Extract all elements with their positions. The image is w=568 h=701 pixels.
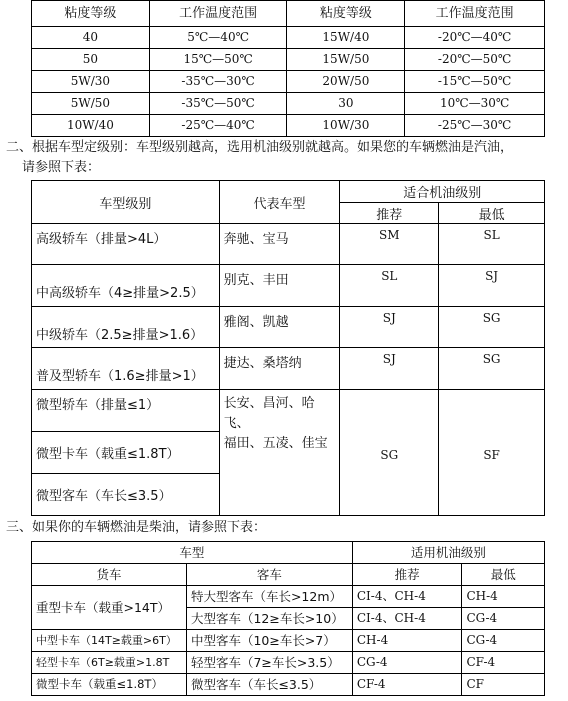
- header-vehicle-class: 车型级别: [32, 181, 220, 224]
- table-row: [32, 586, 545, 608]
- header-minimum: 最低: [439, 203, 545, 224]
- temp-range: -20℃—50℃: [405, 49, 545, 71]
- minimum-grade: SF: [439, 390, 545, 516]
- minimum-grade: SJ: [439, 265, 545, 307]
- truck-type: 重型卡车（载重>14T）: [32, 586, 187, 630]
- recommended-grade: SJ: [340, 307, 439, 348]
- minimum-grade: CH-4: [462, 586, 545, 608]
- viscosity-grade: 5W/50: [32, 93, 150, 115]
- recommended-grade: CH-4: [352, 630, 462, 652]
- table-header-row: [32, 1, 545, 27]
- viscosity-grade: 30: [287, 93, 405, 115]
- viscosity-grade: 5W/30: [32, 71, 150, 93]
- bus-type: 微型客车（车长≤3.5）: [186, 674, 352, 696]
- representative-models: 别克、丰田: [219, 265, 340, 307]
- header-temp-range: 工作温度范围: [405, 1, 545, 27]
- models-line: 长安、昌河、哈飞、: [223, 396, 315, 431]
- models-line: 福田、五凌、佳宝: [223, 436, 328, 451]
- viscosity-grade: 20W/50: [287, 71, 405, 93]
- vehicle-class: 高级轿车（排量>4L）: [32, 224, 220, 265]
- temp-range: 5℃—40℃: [149, 27, 287, 49]
- minimum-grade: SG: [439, 307, 545, 348]
- minimum-grade: CG-4: [462, 608, 545, 630]
- representative-models: 捷达、桑塔纳: [219, 348, 340, 390]
- truck-type: 轻型卡车（6T≥载重>1.8T: [32, 652, 187, 674]
- header-representative-models: 代表车型: [219, 181, 340, 224]
- temp-range: -20℃—40℃: [405, 27, 545, 49]
- temp-range: -15℃—50℃: [405, 71, 545, 93]
- section3-heading: 三、如果你的车辆燃油是柴油，请参照下表：: [6, 520, 267, 535]
- diesel-oil-table: [31, 541, 545, 696]
- representative-models: 奔驰、宝马: [219, 224, 340, 265]
- section2-heading: 二、根据车型定级别：车型级别越高，选用机油级别就越高。如果您的车辆燃油是汽油，: [6, 140, 514, 155]
- representative-models: [219, 390, 340, 516]
- viscosity-table: [31, 0, 545, 137]
- table-row: [32, 348, 545, 390]
- header-viscosity-grade: 粘度等级: [287, 1, 405, 27]
- header-oil-grade: 适用机油级别: [352, 542, 544, 564]
- minimum-grade: CG-4: [462, 630, 545, 652]
- temp-range: 15℃—50℃: [149, 49, 287, 71]
- table-row: [32, 265, 545, 307]
- table-row: [32, 307, 545, 348]
- table-row: [32, 49, 545, 71]
- section2-subheading: 请参照下表：: [22, 160, 101, 175]
- header-minimum: 最低: [462, 564, 545, 586]
- truck-type: 中型卡车（14T≥载重>6T）: [32, 630, 187, 652]
- viscosity-grade: 10W/40: [32, 115, 150, 137]
- recommended-grade: SL: [340, 265, 439, 307]
- viscosity-grade: 15W/50: [287, 49, 405, 71]
- table-row: [32, 652, 545, 674]
- vehicle-class: 微型轿车（排量≤1）: [32, 390, 220, 432]
- table-row: [32, 71, 545, 93]
- minimum-grade: SL: [439, 224, 545, 265]
- recommended-grade: SG: [340, 390, 439, 516]
- header-temp-range: 工作温度范围: [149, 1, 287, 27]
- truck-type: 微型卡车（载重≤1.8T）: [32, 674, 187, 696]
- bus-type: 特大型客车（车长>12m）: [186, 586, 352, 608]
- recommended-grade: CI-4、CH-4: [352, 586, 462, 608]
- temp-range: -25℃—30℃: [405, 115, 545, 137]
- table-row: [32, 224, 545, 265]
- temp-range: -35℃—30℃: [149, 71, 287, 93]
- minimum-grade: CF-4: [462, 652, 545, 674]
- gasoline-oil-table: [31, 180, 545, 516]
- bus-type: 轻型客车（7≥车长>3.5）: [186, 652, 352, 674]
- header-recommended: 推荐: [352, 564, 462, 586]
- header-viscosity-grade: 粘度等级: [32, 1, 150, 27]
- header-truck: 货车: [32, 564, 187, 586]
- minimum-grade: CF: [462, 674, 545, 696]
- table-row: [32, 390, 545, 432]
- bus-type: 中型客车（10≥车长>7）: [186, 630, 352, 652]
- vehicle-class: 中高级轿车（4≥排量>2.5）: [32, 265, 220, 307]
- recommended-grade: SM: [340, 224, 439, 265]
- vehicle-class: 中级轿车（2.5≥排量>1.6）: [32, 307, 220, 348]
- temp-range: -35℃—50℃: [149, 93, 287, 115]
- viscosity-grade: 40: [32, 27, 150, 49]
- header-recommended: 推荐: [340, 203, 439, 224]
- bus-type: 大型客车（12≥车长>10）: [186, 608, 352, 630]
- header-vehicle-type: 车型: [32, 542, 353, 564]
- header-bus: 客车: [186, 564, 352, 586]
- table-row: [32, 630, 545, 652]
- recommended-grade: CF-4: [352, 674, 462, 696]
- table-header-row: [32, 181, 545, 203]
- header-oil-grade: 适合机油级别: [340, 181, 545, 203]
- temp-range: 10℃—30℃: [405, 93, 545, 115]
- vehicle-class: 微型客车（车长≤3.5）: [32, 474, 220, 516]
- temp-range: -25℃—40℃: [149, 115, 287, 137]
- table-row: [32, 674, 545, 696]
- table-header-row: [32, 564, 545, 586]
- minimum-grade: SG: [439, 348, 545, 390]
- recommended-grade: CI-4、CH-4: [352, 608, 462, 630]
- table-row: [32, 115, 545, 137]
- table-row: [32, 27, 545, 49]
- viscosity-grade: 10W/30: [287, 115, 405, 137]
- viscosity-grade: 15W/40: [287, 27, 405, 49]
- vehicle-class: 微型卡车（载重≤1.8T）: [32, 432, 220, 474]
- table-row: [32, 93, 545, 115]
- vehicle-class: 普及型轿车（1.6≥排量>1）: [32, 348, 220, 390]
- representative-models: 雅阁、凯越: [219, 307, 340, 348]
- table-header-row: [32, 542, 545, 564]
- recommended-grade: SJ: [340, 348, 439, 390]
- recommended-grade: CG-4: [352, 652, 462, 674]
- viscosity-grade: 50: [32, 49, 150, 71]
